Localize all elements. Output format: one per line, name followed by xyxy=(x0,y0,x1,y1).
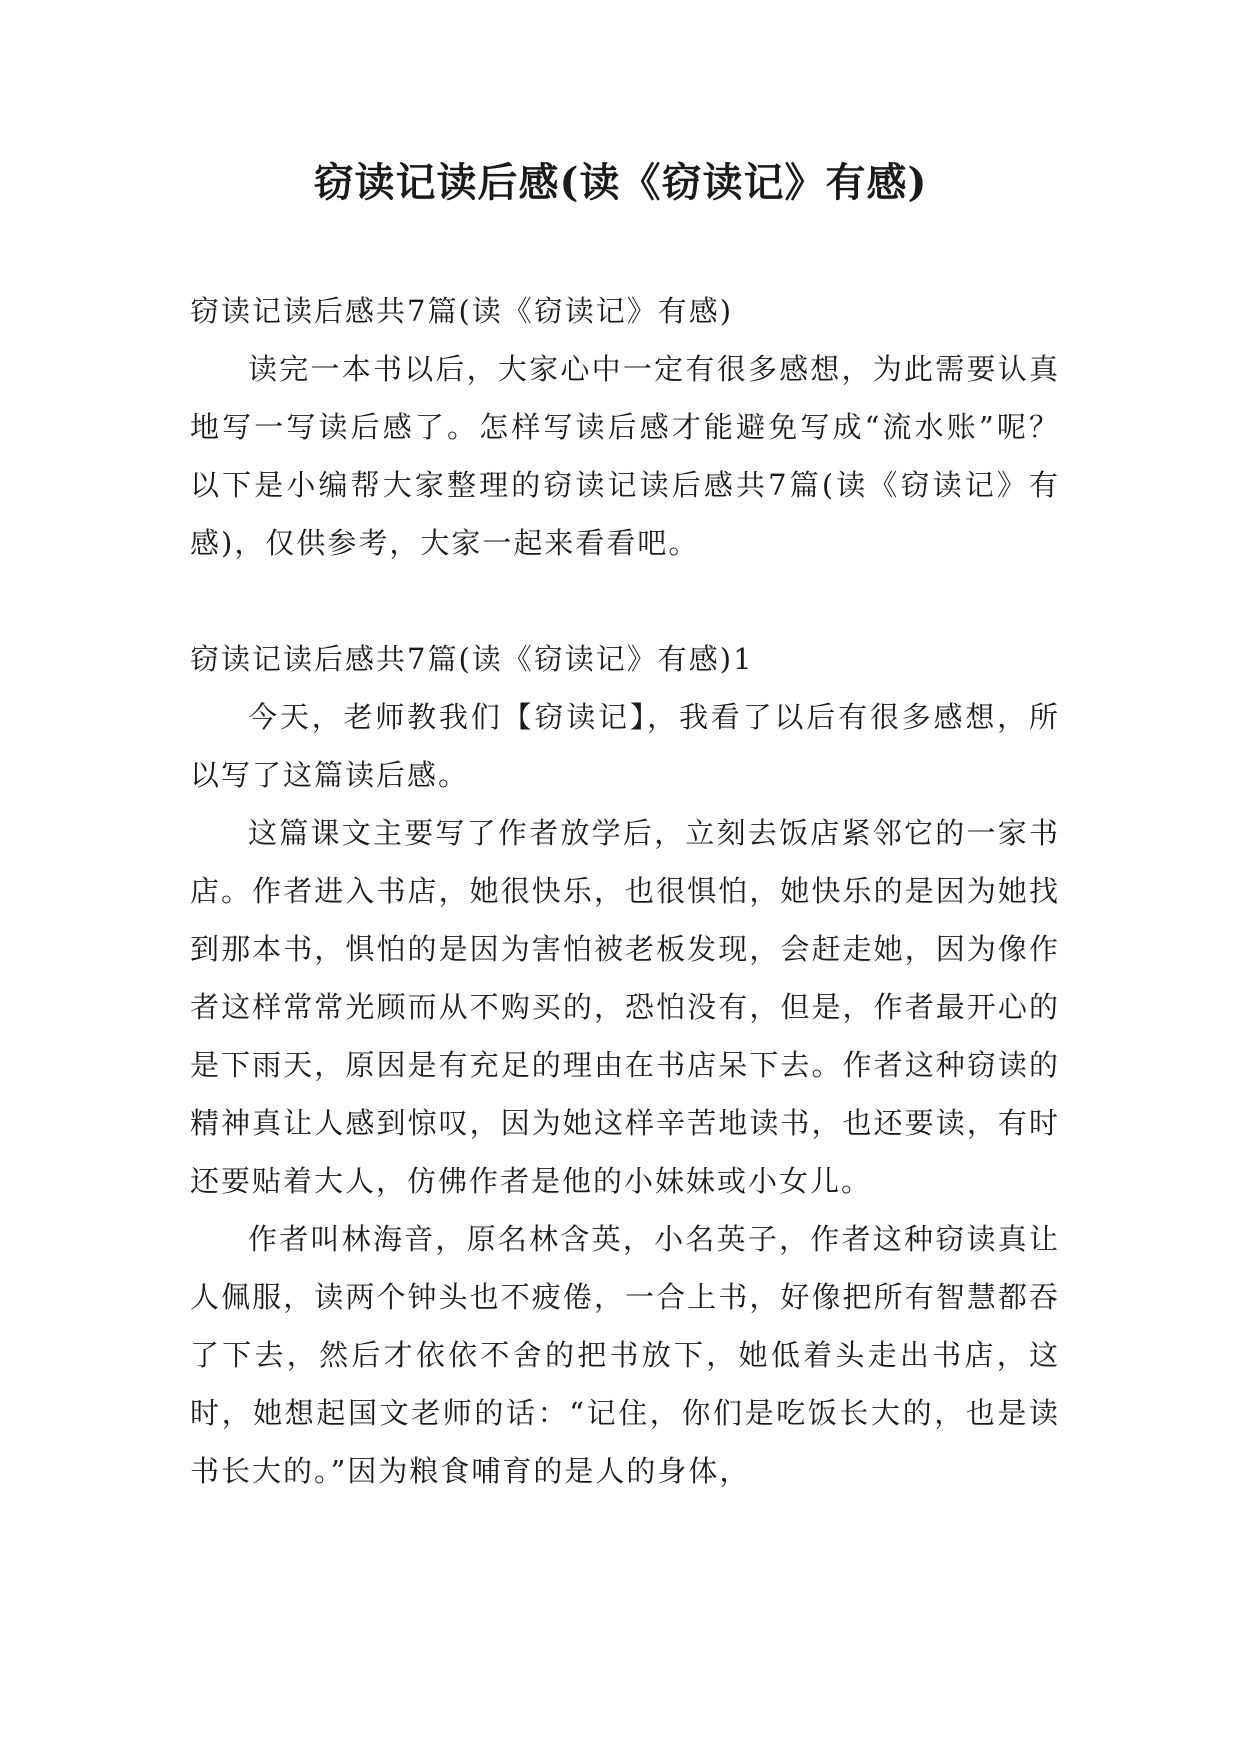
intro-heading: 窃读记读后感共7篇(读《窃读记》有感) xyxy=(190,294,734,328)
intro-paragraph: 读完一本书以后，大家心中一定有很多感想，为此需要认真地写一写读后感了。怎样写读后感才能避免写成“流水账”呢？以下是小编帮大家整理的窃读记读后感共7篇(读《窃读记》有感)，仅供参考，大家一起来看看吧。 xyxy=(190,352,1060,560)
document-body xyxy=(190,282,1060,1500)
document-title: 窃读记读后感(读《窃读记》有感) xyxy=(313,159,928,206)
section-heading: 窃读记读后感共7篇(读《窃读记》有感)1 xyxy=(190,642,754,676)
body-paragraph: 作者叫林海音，原名林含英，小名英子，作者这种窃读真让人佩服，读两个钟头也不疲倦，一合上书，好像把所有智慧都吞了下去，然后才依依不舍的把书放下，她低着头走出书店，这时，她想起国文老师的话：“记住，你们是吃饭长大的，也是读书长大的。”因为粮食哺育的是人的身体， xyxy=(190,1222,1060,1488)
body-paragraph: 这篇课文主要写了作者放学后，立刻去饭店紧邻它的一家书店。作者进入书店，她很快乐，也很惧怕，她快乐的是因为她找到那本书，惧怕的是因为害怕被老板发现，会赶走她，因为像作者这样常常光顾而从不购买的，恐怕没有，但是，作者最开心的是下雨天，原因是有充足的理由在书店呆下去。作者这种窃读的精神真让人感到惊叹，因为她这样辛苦地读书，也还要读，有时还要贴着大人，仿佛作者是他的小妹妹或小女儿。 xyxy=(190,816,1060,1198)
body-paragraph: 今天，老师教我们【窃读记】，我看了以后有很多感想，所以写了这篇读后感。 xyxy=(190,700,1060,792)
section-spacer xyxy=(190,572,1060,630)
